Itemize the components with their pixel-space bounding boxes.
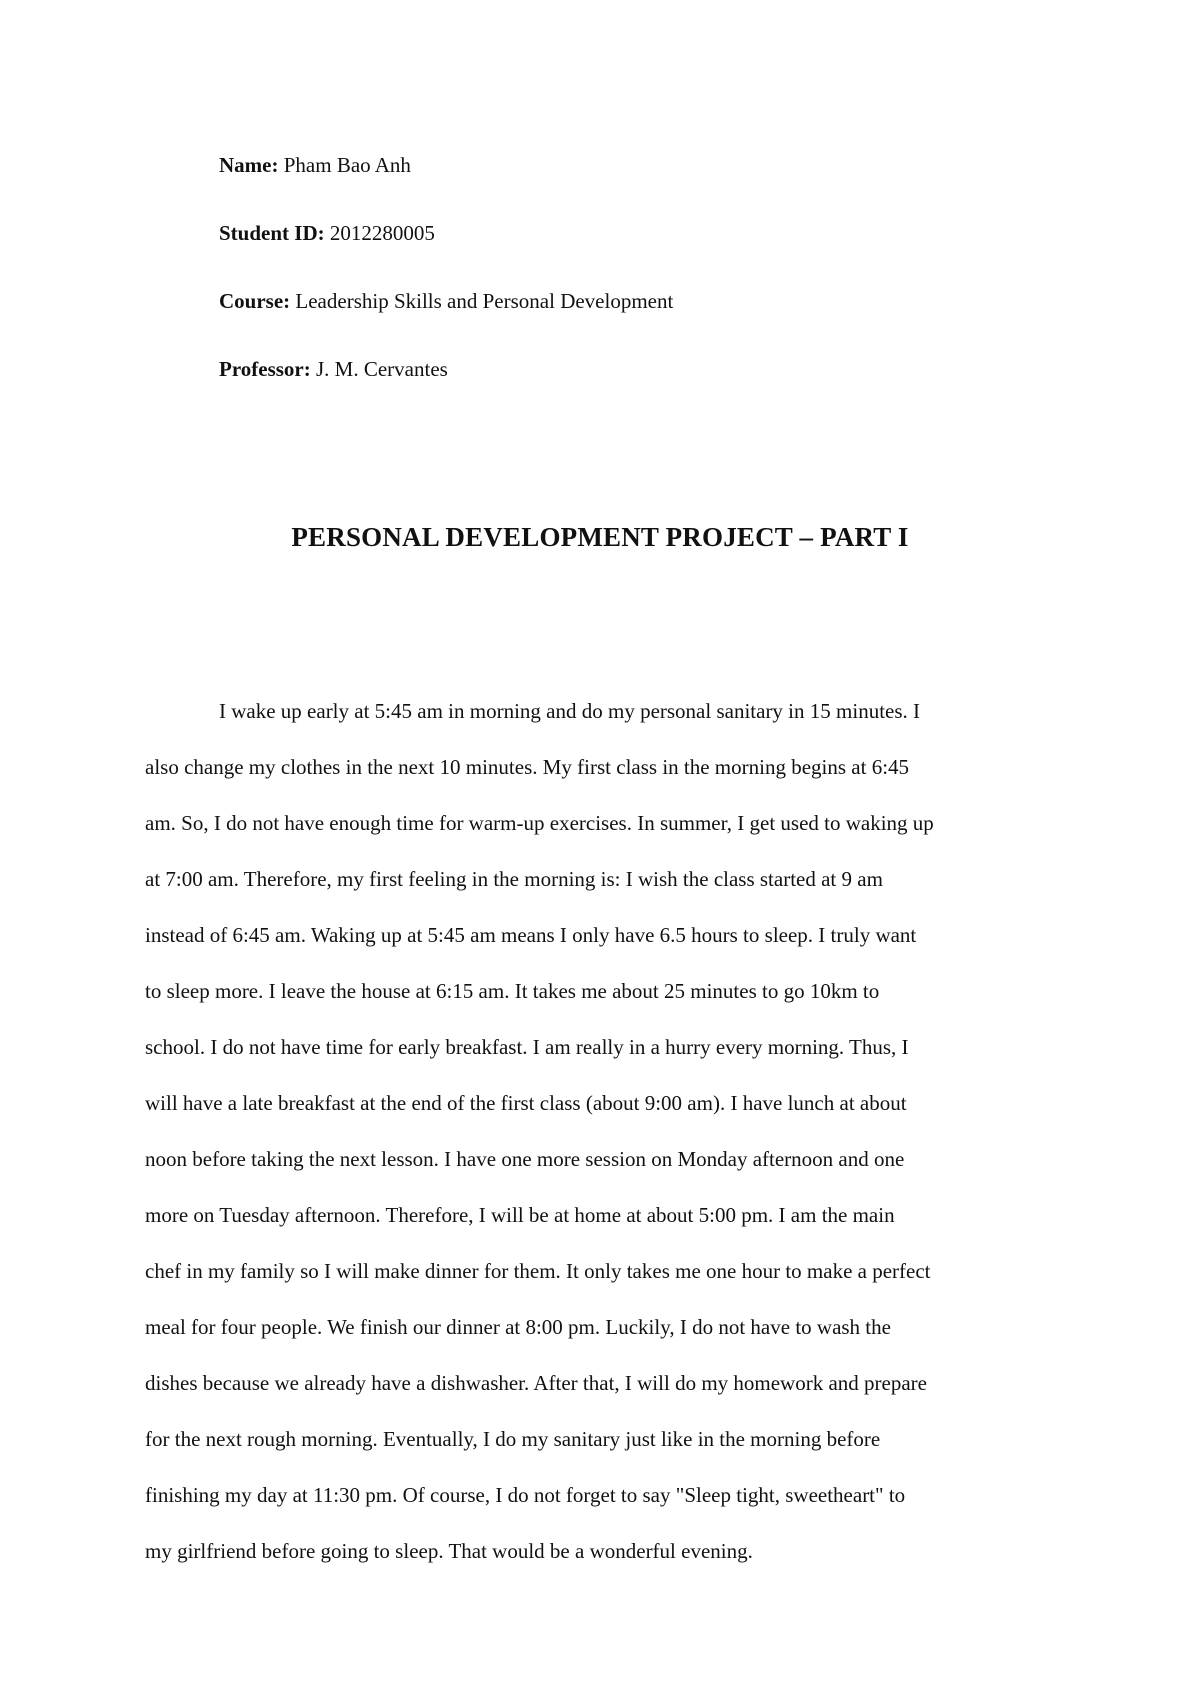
body-line: also change my clothes in the next 10 minutes. My first class in the morning begins at 6:45 [145,755,910,779]
body-line: instead of 6:45 am. Waking up at 5:45 am means I only have 6.5 hours to sleep. I truly want [145,923,917,947]
body-line: school. I do not have time for early breakfast. I am really in a hurry every morning. Thus, I [145,1035,909,1059]
body-line: will have a late breakfast at the end of the first class (about 9:00 am). I have lunch at about [145,1091,907,1115]
body-line: chef in my family so I will make dinner for them. It only takes me one hour to make a perfect [145,1259,931,1283]
body-line: for the next rough morning. Eventually, I do my sanitary just like in the morning before [145,1427,881,1451]
body-paragraph [145,683,1065,1579]
student-id-line [219,220,1019,246]
body-line: I wake up early at 5:45 am in morning and do my personal sanitary in 15 minutes. I [219,699,921,723]
professor-value: J. M. Cervantes [316,357,448,381]
course-line [219,288,1019,314]
body-line: my girlfriend before going to sleep. That would be a wonderful evening. [145,1539,753,1563]
body-line: noon before taking the next lesson. I have one more session on Monday afternoon and one [145,1147,905,1171]
name-line [219,152,1019,178]
body-line: more on Tuesday afternoon. Therefore, I will be at home at about 5:00 pm. I am the main [145,1203,895,1227]
body-line: dishes because we already have a dishwasher. After that, I will do my homework and prepare [145,1371,927,1395]
name-label: Name: [219,153,279,177]
student-info-block [219,152,1019,424]
professor-line [219,356,1019,382]
document-title: PERSONAL DEVELOPMENT PROJECT – PART I [291,522,909,552]
body-line: finishing my day at 11:30 pm. Of course, I do not forget to say "Sleep tight, sweetheart" to [145,1483,906,1507]
student-id-label: Student ID: [219,221,325,245]
body-line: at 7:00 am. Therefore, my first feeling in the morning is: I wish the class started at 9 am [145,867,883,891]
body-line: am. So, I do not have enough time for warm-up exercises. In summer, I get used to waking up [145,811,934,835]
body-line: meal for four people. We finish our dinner at 8:00 pm. Luckily, I do not have to wash the [145,1315,891,1339]
course-label: Course: [219,289,291,313]
body-line: to sleep more. I leave the house at 6:15 am. It takes me about 25 minutes to go 10km to [145,979,880,1003]
course-value: Leadership Skills and Personal Development [295,289,674,313]
student-id-value: 2012280005 [329,221,435,245]
name-value: Pham Bao Anh [283,153,411,177]
professor-label: Professor: [219,357,311,381]
